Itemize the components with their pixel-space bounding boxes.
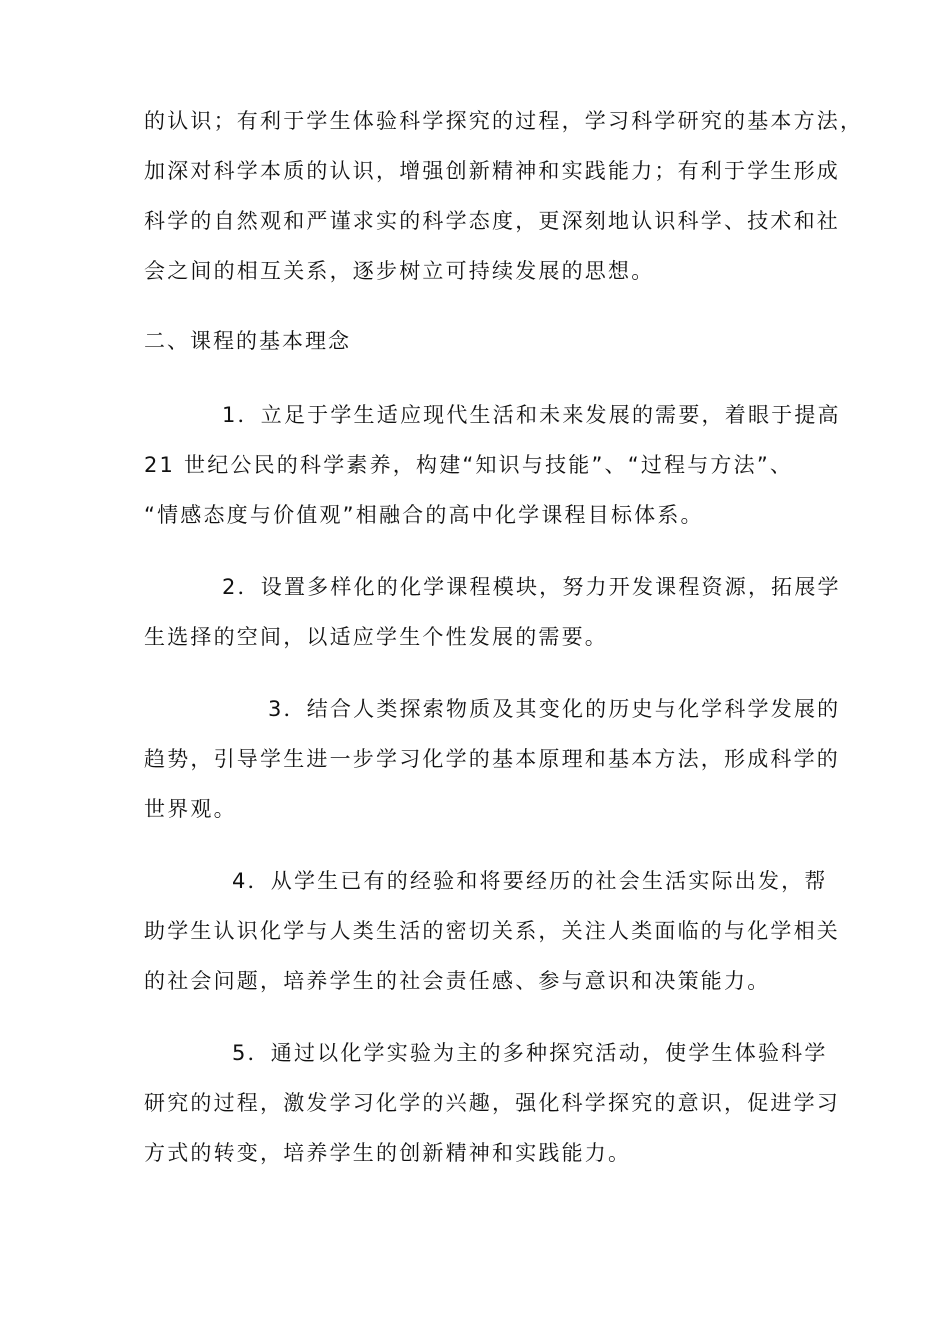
section-heading: 二、课程的基本理念 xyxy=(144,329,351,353)
item-1-line-2: 21 世纪公民的科学素养，构建“知识与技能”、“过程与方法”、 xyxy=(144,453,794,477)
item-5-line-2: 研究的过程，激发学习化学的兴趣，强化科学探究的意识，促进学习 xyxy=(144,1091,840,1115)
item-3-line-3: 世界观。 xyxy=(144,797,237,821)
intro-line-4: 会之间的相互关系，逐步树立可持续发展的思想。 xyxy=(144,259,655,283)
item-5-line-3: 方式的转变，培养学生的创新精神和实践能力。 xyxy=(144,1141,632,1165)
intro-line-1: 的认识；有利于学生体验科学探究的过程，学习科学研究的基本方法， xyxy=(144,109,864,133)
item-1-line-3: “情感态度与价值观”相融合的高中化学课程目标体系。 xyxy=(144,503,704,527)
item-2-line-2: 生选择的空间，以适应学生个性发展的需要。 xyxy=(144,625,608,649)
item-2-line-1: 2．设置多样化的化学课程模块，努力开发课程资源，拓展学 xyxy=(222,575,841,599)
item-4-line-3: 的社会问题，培养学生的社会责任感、参与意识和决策能力。 xyxy=(144,969,771,993)
intro-line-3: 科学的自然观和严谨求实的科学态度，更深刻地认识科学、技术和社 xyxy=(144,209,840,233)
item-3-line-2: 趋势，引导学生进一步学习化学的基本原理和基本方法，形成科学的 xyxy=(144,747,840,771)
item-5-line-1: 5．通过以化学实验为主的多种探究活动，使学生体验科学 xyxy=(232,1041,828,1065)
item-3-line-1: 3．结合人类探索物质及其变化的历史与化学科学发展的 xyxy=(268,697,841,721)
intro-line-2: 加深对科学本质的认识，增强创新精神和实践能力；有利于学生形成 xyxy=(144,159,840,183)
item-4-line-2: 助学生认识化学与人类生活的密切关系，关注人类面临的与化学相关 xyxy=(144,919,840,943)
item-1-line-1: 1．立足于学生适应现代生活和未来发展的需要，着眼于提高 xyxy=(222,403,841,427)
item-4-line-1: 4．从学生已有的经验和将要经历的社会生活实际出发，帮 xyxy=(232,869,828,893)
